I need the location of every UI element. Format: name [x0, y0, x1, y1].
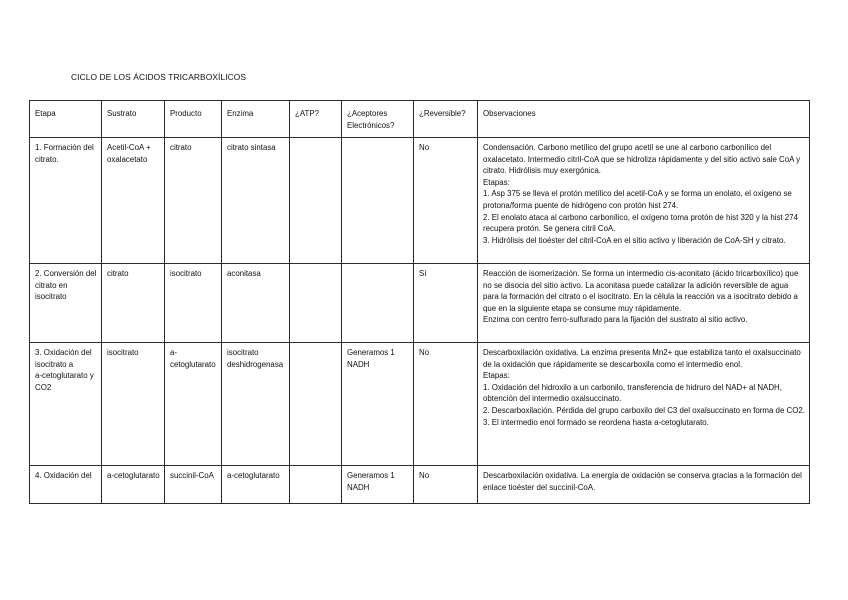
cell-aceptores: Generamos 1 NADH	[342, 343, 414, 466]
cell-enzima: isocitrato deshidrogenasa	[222, 343, 290, 466]
table-row	[30, 138, 810, 264]
cell-aceptores	[342, 264, 414, 343]
table-header-row	[30, 101, 810, 138]
cell-sustrato: Acetil-CoA + oxalacetato	[102, 138, 165, 264]
table-row	[30, 466, 810, 504]
cell-etapa: 1. Formación del citrato.	[30, 138, 102, 264]
cell-sustrato: citrato	[102, 264, 165, 343]
table-row	[30, 343, 810, 466]
cell-enzima: citrato sintasa	[222, 138, 290, 264]
header-reversible: ¿Reversible?	[414, 101, 478, 138]
krebs-cycle-table	[29, 100, 810, 504]
header-enzima: Enzima	[222, 101, 290, 138]
table-row	[30, 264, 810, 343]
cell-producto: succinil-CoA	[165, 466, 222, 504]
cell-sustrato: a-cetoglutarato	[102, 466, 165, 504]
cell-observaciones: Descarboxilación oxidativa. La energía de oxidación se conserva gracias a la formación del enlace tioéster del succinil-CoA.	[478, 466, 810, 504]
header-sustrato: Sustrato	[102, 101, 165, 138]
cell-producto: isocitrato	[165, 264, 222, 343]
header-aceptores: ¿Aceptores Electrónicos?	[342, 101, 414, 138]
cell-enzima: aconitasa	[222, 264, 290, 343]
cell-atp	[290, 343, 342, 466]
cell-atp	[290, 466, 342, 504]
cell-reversible: No	[414, 466, 478, 504]
cell-producto: a-cetoglutarato	[165, 343, 222, 466]
header-producto: Producto	[165, 101, 222, 138]
cell-reversible: No	[414, 343, 478, 466]
header-observaciones: Observaciones	[478, 101, 810, 138]
header-etapa: Etapa	[30, 101, 102, 138]
cell-observaciones: Condensación. Carbono metílico del grupo acetil se une al carbono carbonílico del oxalacetato. Intermedio citril-CoA que se hidroliza rápidamente y del sitio activo sale CoA y citrato. Hidrólisis muy exergónica. Etapas: 1. Asp 375 se lleva el protón metílico del acetil-CoA y se forma un enolato, el oxígeno se protona/forma puente de hidrógeno con protón hist 274. 2. El enolato ataca al carbono carbonílico, el oxígeno toma protón de hist 320 y la hist 274 recupera protón. Se genera citril CoA. 3. Hidrólisis del tioéster del citril-CoA en el sitio activo y liberación de CoA-SH y citrato.	[478, 138, 810, 264]
cell-reversible: Sí	[414, 264, 478, 343]
cell-sustrato: isocitrato	[102, 343, 165, 466]
header-atp: ¿ATP?	[290, 101, 342, 138]
cell-observaciones: Descarboxilación oxidativa. La enzima presenta Mn2+ que estabiliza tanto el oxalsuccinato de la oxidación que rápidamente se descarboxila como el intermedio enol. Etapas: 1. Oxidación del hidroxilo a un carbonilo, transferencia de hidruro del NAD+ al NADH, obtención del intermedio oxalsuccinato. 2. Descarboxilación. Pérdida del grupo carboxilo del C3 del oxalsuccinato en forma de CO2. 3. El intermedio enol formado se reordena hasta a-cetoglutarato.	[478, 343, 810, 466]
cell-producto: citrato	[165, 138, 222, 264]
document-title: CICLO DE LOS ÁCIDOS TRICARBOXÍLICOS	[71, 72, 247, 82]
cell-atp	[290, 138, 342, 264]
cell-aceptores	[342, 138, 414, 264]
cell-enzima: a-cetoglutarato	[222, 466, 290, 504]
cell-observaciones: Reacción de isomerización. Se forma un intermedio cis-aconitato (ácido tricarboxílico) que no se disocia del sitio activo. La aconitasa puede catalizar la adición reversible de agua para la formación del citrato o el isocitrato. En la célula la reacción va a isocitrato debido a que en la siguiente etapa se consume muy rápidamente. Enzima con centro ferro-sulfurado para la fijación del sustrato al sitio activo.	[478, 264, 810, 343]
cell-etapa: 4. Oxidación del	[30, 466, 102, 504]
cell-etapa: 3. Oxidación del isocitrato a a-cetoglutarato y CO2	[30, 343, 102, 466]
cell-etapa: 2. Conversión del citrato en isocitrato	[30, 264, 102, 343]
cell-aceptores: Generamos 1 NADH	[342, 466, 414, 504]
cell-reversible: No	[414, 138, 478, 264]
cell-atp	[290, 264, 342, 343]
